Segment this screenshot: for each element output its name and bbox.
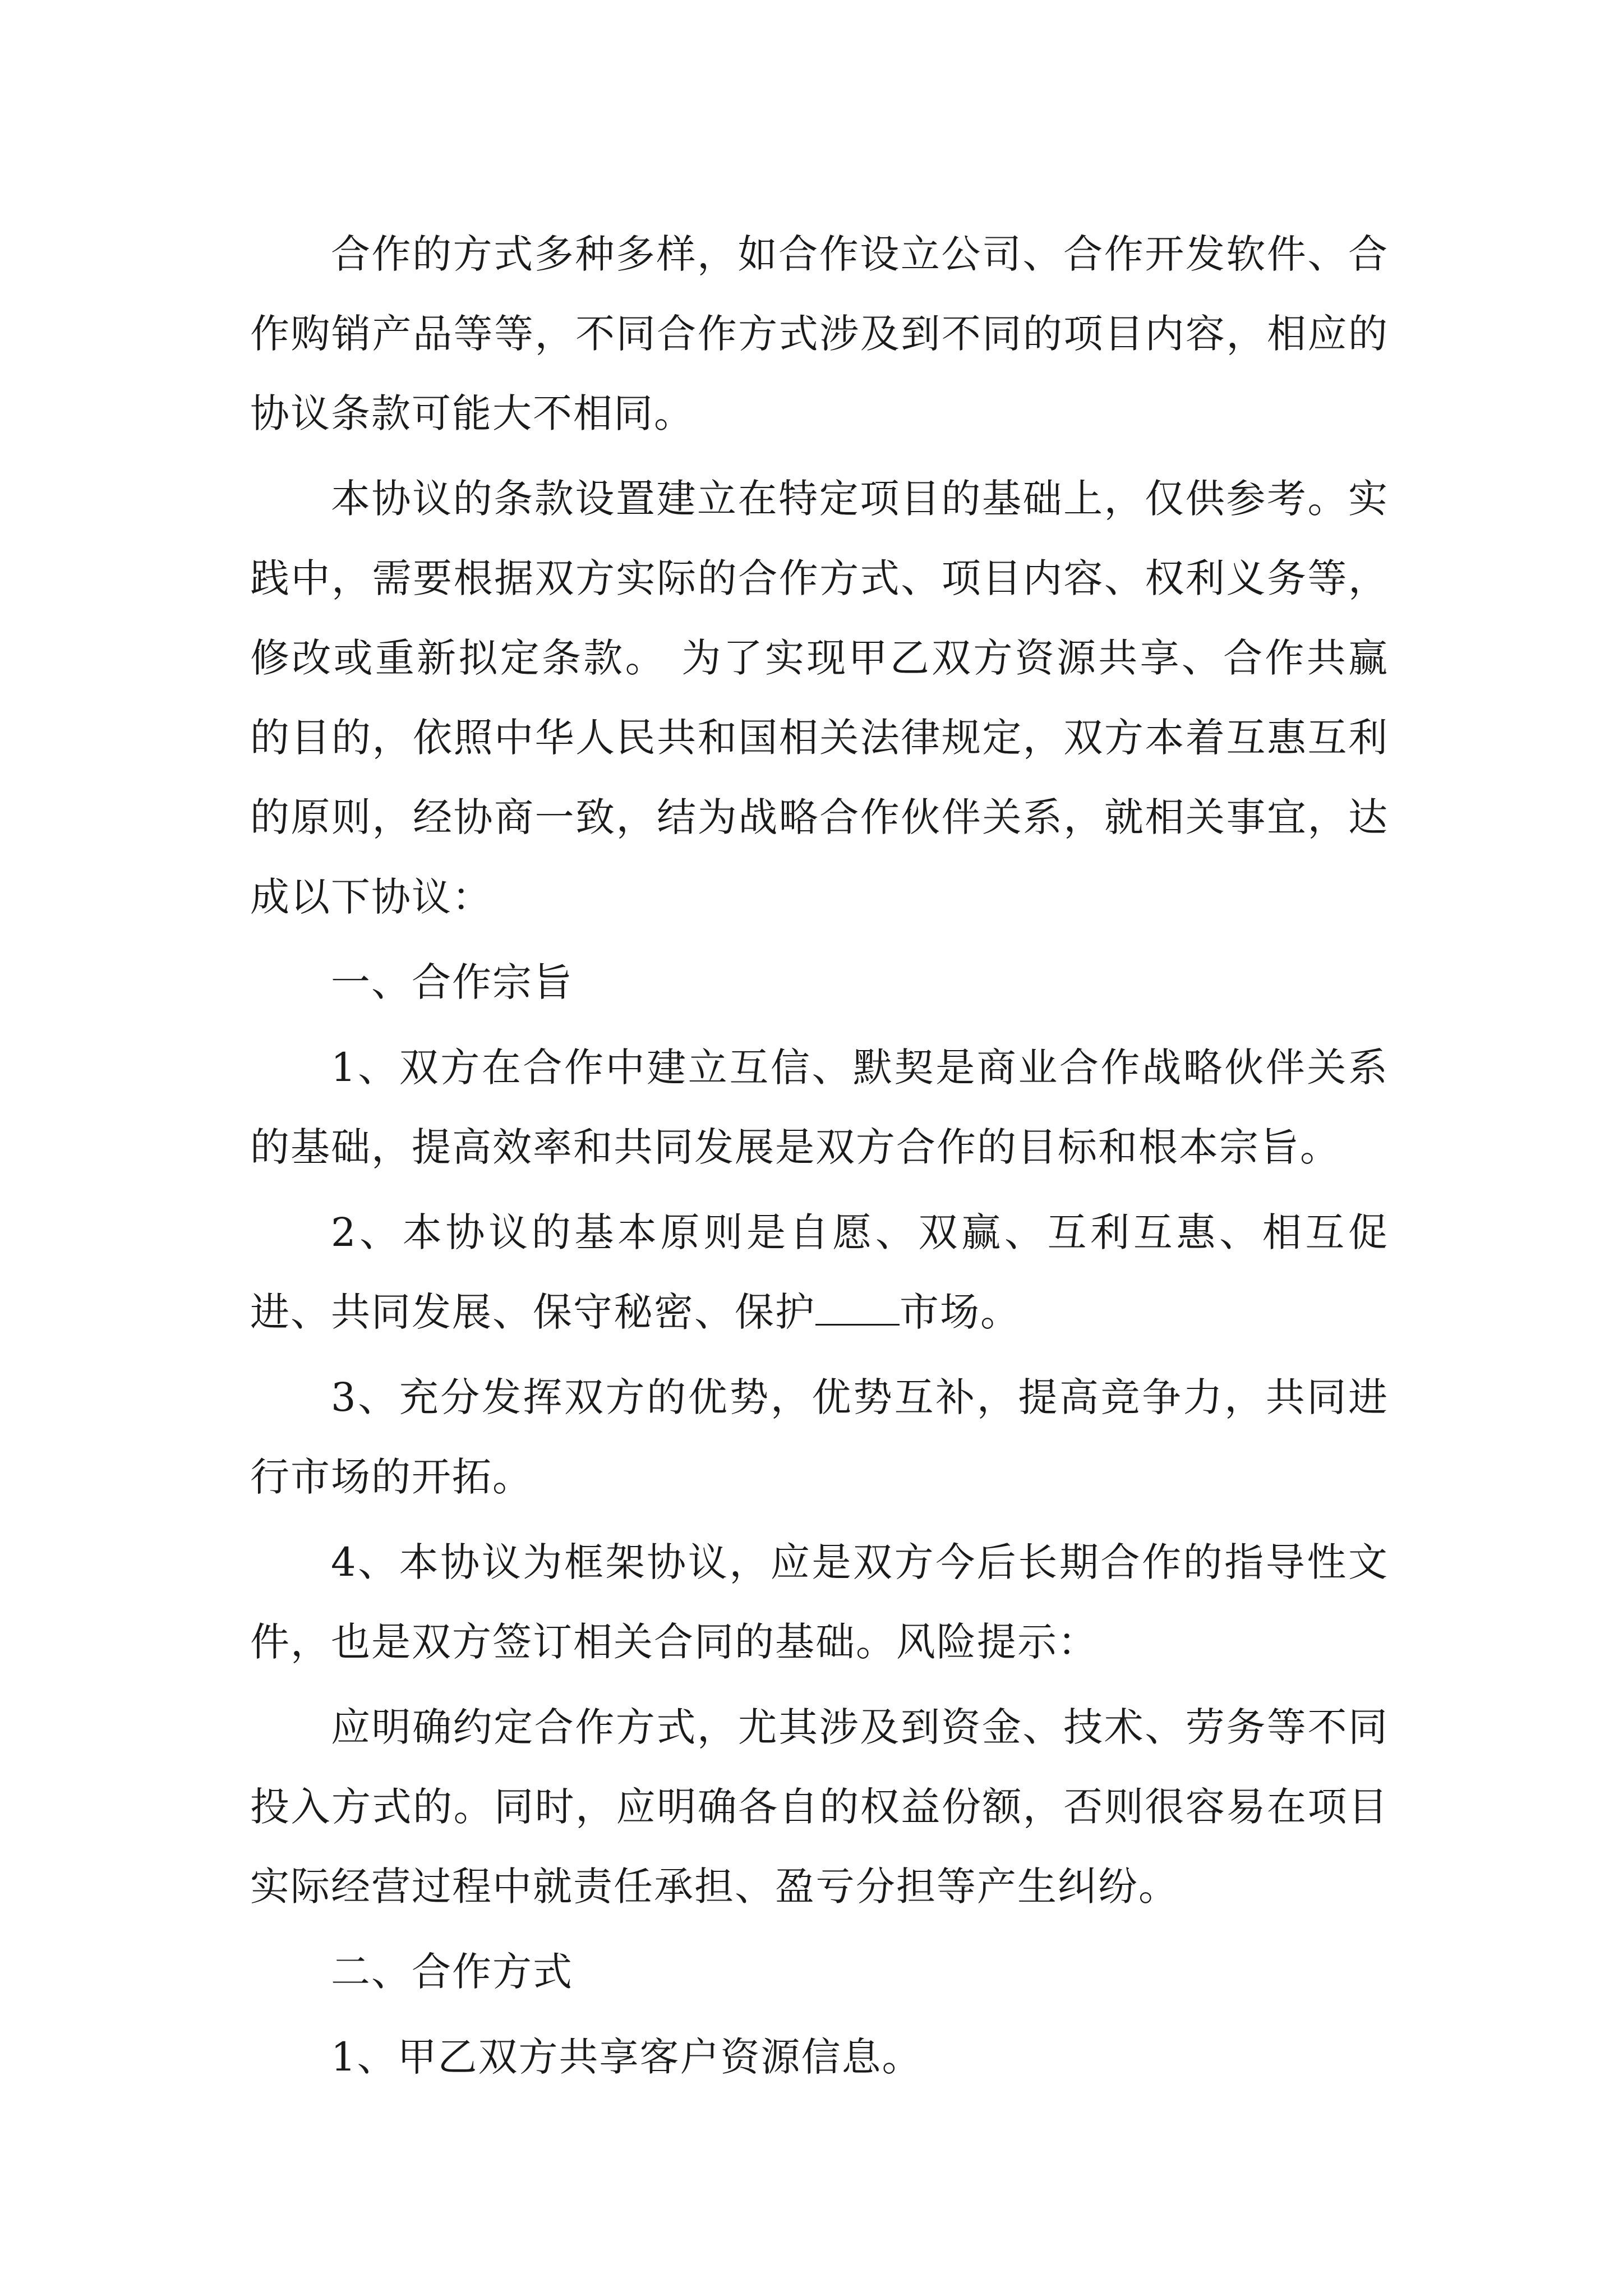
clause-1-2-text: 2、本协议的基本原则是自愿、双赢、互利互惠、相互促进、共同发展、保守秘密、保护 bbox=[250, 1209, 1389, 1335]
clause-1-2-tail: 市场。 bbox=[900, 1289, 1021, 1335]
clause-1-4: 4、本协议为框架协议，应是双方今后长期合作的指导性文件，也是双方签订相关合同的基础。风险提示： bbox=[250, 1539, 1389, 1665]
section-heading-purpose: 一、合作宗旨 bbox=[331, 959, 573, 1005]
clause-1-2 bbox=[250, 1193, 1389, 1352]
paragraph-agreement-preamble: 本协议的条款设置建立在特定项目的基础上，仅供参考。实践中，需要根据双方实际的合作方式、项目内容、权利义务等，修改或重新拟定条款。 为了实现甲乙双方资源共享、合作共赢的目的，依照中华人民共和国相关法律规定，双方本着互惠互利的原则，经协商一致，结为战略合作伙伴关系，就相关事宜，达成以下协议： bbox=[250, 476, 1389, 920]
fill-in-blank bbox=[815, 1290, 900, 1326]
clause-1-1: 1、双方在合作中建立互信、默契是商业合作战略伙伴关系的基础，提高效率和共同发展是双方合作的目标和根本宗旨。 bbox=[250, 1045, 1389, 1170]
document-body bbox=[250, 214, 1389, 2102]
clause-2-1: 1、甲乙双方共享客户资源信息。 bbox=[331, 2034, 923, 2080]
clause-1-3: 3、充分发挥双方的优势，优势互补，提高竞争力，共同进行市场的开拓。 bbox=[250, 1374, 1389, 1500]
paragraph-cooperation-methods: 合作的方式多种多样，如合作设立公司、合作开发软件、合作购销产品等等，不同合作方式涉及到不同的项目内容，相应的协议条款可能大不相同。 bbox=[250, 231, 1389, 436]
risk-notice-text: 应明确约定合作方式，尤其涉及到资金、技术、劳务等不同投入方式的。同时，应明确各自的权益份额，否则很容易在项目实际经营过程中就责任承担、盈亏分担等产生纠纷。 bbox=[250, 1704, 1389, 1910]
section-heading-methods: 二、合作方式 bbox=[331, 1949, 573, 1995]
